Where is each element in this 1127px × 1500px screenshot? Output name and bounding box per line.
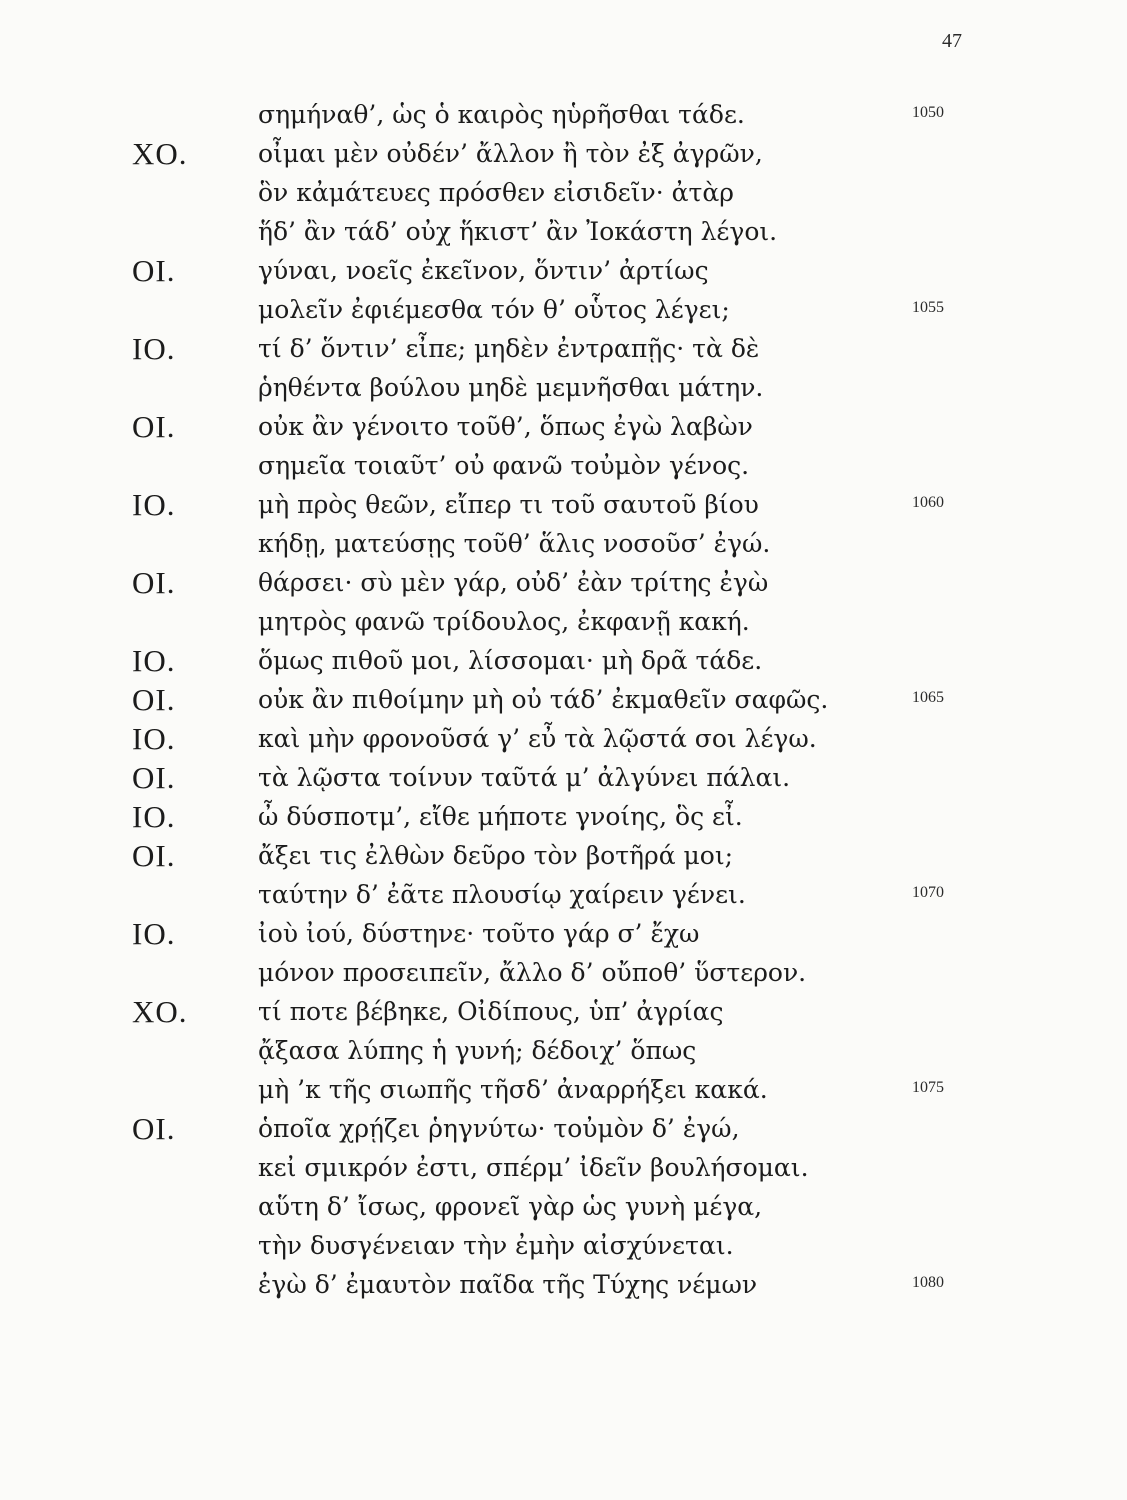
verse-text: ὦ δύσποτμ’, εἴθε μήποτε γνοίης, ὃς εἶ. xyxy=(258,802,743,831)
verse-line xyxy=(0,173,1127,212)
verse-lines xyxy=(0,95,1127,1304)
speaker-label: ΧΟ. xyxy=(132,136,188,171)
line-number: 1080 xyxy=(912,1274,944,1291)
verse-line xyxy=(0,563,1127,602)
speaker-label: ΧΟ. xyxy=(132,994,188,1029)
speaker-label: ΙΟ. xyxy=(132,721,176,756)
verse-text: ἄξει τις ἐλθὼν δεῦρο τὸν βοτῆρά μοι; xyxy=(258,841,734,870)
verse-text: σημεῖα τοιαῦτ’ οὐ φανῶ τοὐμὸν γένος. xyxy=(258,451,750,480)
verse-line xyxy=(0,212,1127,251)
verse-text: τὰ λῷστα τοίνυν ταῦτά μ’ ἀλγύνει πάλαι. xyxy=(258,763,791,792)
verse-line xyxy=(0,485,1127,524)
verse-text: ῥηθέντα βούλου μηδὲ μεμνῆσθαι μάτην. xyxy=(258,373,764,402)
page-number: 47 xyxy=(942,30,962,52)
speaker-label: ΙΟ. xyxy=(132,643,176,678)
verse-text: μὴ ’κ τῆς σιωπῆς τῆσδ’ ἀναρρήξει κακά. xyxy=(258,1075,768,1104)
verse-text: ἥδ’ ἂν τάδ’ οὐχ ἥκιστ’ ἂν Ἰοκάστη λέγοι. xyxy=(258,217,778,246)
speaker-label: ΙΟ. xyxy=(132,331,176,366)
line-number: 1055 xyxy=(912,299,944,316)
verse-text: σημήναθ’, ὡς ὁ καιρὸς ηὑρῆσθαι τάδε. xyxy=(258,100,745,129)
verse-text: ᾄξασα λύπης ἡ γυνή; δέδοιχ’ ὅπως xyxy=(258,1036,697,1065)
verse-text: θάρσει· σὺ μὲν γάρ, οὐδ’ ἐὰν τρίτης ἐγὼ xyxy=(258,568,769,597)
verse-line xyxy=(0,1187,1127,1226)
line-number: 1060 xyxy=(912,494,944,511)
verse-line xyxy=(0,1226,1127,1265)
verse-line xyxy=(0,719,1127,758)
verse-line xyxy=(0,914,1127,953)
verse-line xyxy=(0,446,1127,485)
verse-text: κήδῃ, ματεύσῃς τοῦθ’ ἅλις νοσοῦσ’ ἐγώ. xyxy=(258,529,771,558)
line-number: 1070 xyxy=(912,884,944,901)
verse-text: ἰοὺ ἰού, δύστηνε· τοῦτο γάρ σ’ ἔχω xyxy=(258,919,700,948)
speaker-label: ΙΟ. xyxy=(132,487,176,522)
verse-text: αὕτη δ’ ἴσως, φρονεῖ γὰρ ὡς γυνὴ μέγα, xyxy=(258,1192,763,1221)
verse-text: οὐκ ἂν πιθοίμην μὴ οὐ τάδ’ ἐκμαθεῖν σαφῶς. xyxy=(258,685,829,714)
speaker-label: ΟΙ. xyxy=(132,253,176,288)
verse-text: ἐγὼ δ’ ἐμαυτὸν παῖδα τῆς Τύχης νέμων xyxy=(258,1270,758,1299)
verse-line xyxy=(0,953,1127,992)
verse-line xyxy=(0,251,1127,290)
verse-line xyxy=(0,1031,1127,1070)
verse-line xyxy=(0,680,1127,719)
speaker-label: ΟΙ. xyxy=(132,682,176,717)
verse-text: οἶμαι μὲν οὐδέν’ ἄλλον ἢ τὸν ἐξ ἀγρῶν, xyxy=(258,139,763,168)
verse-text: τί ποτε βέβηκε, Οἰδίπους, ὑπ’ ἀγρίας xyxy=(258,997,724,1026)
line-number: 1050 xyxy=(912,104,944,121)
verse-line xyxy=(0,797,1127,836)
verse-text: καὶ μὴν φρονοῦσά γ’ εὖ τὰ λῷστά σοι λέγω. xyxy=(258,724,817,753)
speaker-label: ΟΙ. xyxy=(132,565,176,600)
verse-line xyxy=(0,1265,1127,1304)
verse-text: μὴ πρὸς θεῶν, εἴπερ τι τοῦ σαυτοῦ βίου xyxy=(258,490,759,519)
verse-line xyxy=(0,641,1127,680)
verse-line xyxy=(0,524,1127,563)
verse-line xyxy=(0,95,1127,134)
verse-line xyxy=(0,1148,1127,1187)
speaker-label: ΙΟ. xyxy=(132,799,176,834)
verse-text: τὴν δυσγένειαν τὴν ἐμὴν αἰσχύνεται. xyxy=(258,1231,734,1260)
verse-text: μόνον προσειπεῖν, ἄλλο δ’ οὔποθ’ ὕστερον. xyxy=(258,958,807,987)
verse-text: τί δ’ ὅντιν’ εἶπε; μηδὲν ἐντραπῇς· τὰ δὲ xyxy=(258,334,760,363)
verse-line xyxy=(0,329,1127,368)
speaker-label: ΟΙ. xyxy=(132,409,176,444)
verse-text: ὁποῖα χρῄζει ῥηγνύτω· τοὐμὸν δ’ ἐγώ, xyxy=(258,1114,740,1143)
verse-line xyxy=(0,407,1127,446)
verse-text: οὐκ ἂν γένοιτο τοῦθ’, ὅπως ἐγὼ λαβὼν xyxy=(258,412,753,441)
verse-line xyxy=(0,368,1127,407)
line-number: 1075 xyxy=(912,1079,944,1096)
verse-text: γύναι, νοεῖς ἐκεῖνον, ὅντιν’ ἀρτίως xyxy=(258,256,709,285)
speaker-label: ΟΙ. xyxy=(132,838,176,873)
verse-text: ὃν κἀμάτευες πρόσθεν εἰσιδεῖν· ἀτὰρ xyxy=(258,178,734,207)
verse-line xyxy=(0,602,1127,641)
verse-text: ταύτην δ’ ἐᾶτε πλουσίῳ χαίρειν γένει. xyxy=(258,880,746,909)
verse-line xyxy=(0,875,1127,914)
verse-text: κεἰ σμικρόν ἐστι, σπέρμ’ ἰδεῖν βουλήσομαι. xyxy=(258,1153,809,1182)
verse-line xyxy=(0,290,1127,329)
line-number: 1065 xyxy=(912,689,944,706)
verse-line xyxy=(0,836,1127,875)
verse-line xyxy=(0,758,1127,797)
verse-text: ὅμως πιθοῦ μοι, λίσσομαι· μὴ δρᾶ τάδε. xyxy=(258,646,763,675)
verse-text: μητρὸς φανῶ τρίδουλος, ἐκφανῇ κακή. xyxy=(258,607,750,636)
speaker-label: ΙΟ. xyxy=(132,916,176,951)
verse-line xyxy=(0,134,1127,173)
verse-line xyxy=(0,1070,1127,1109)
speaker-label: ΟΙ. xyxy=(132,1111,176,1146)
verse-text: μολεῖν ἐφιέμεσθα τόν θ’ οὗτος λέγει; xyxy=(258,295,730,324)
speaker-label: ΟΙ. xyxy=(132,760,176,795)
verse-line xyxy=(0,992,1127,1031)
verse-line xyxy=(0,1109,1127,1148)
